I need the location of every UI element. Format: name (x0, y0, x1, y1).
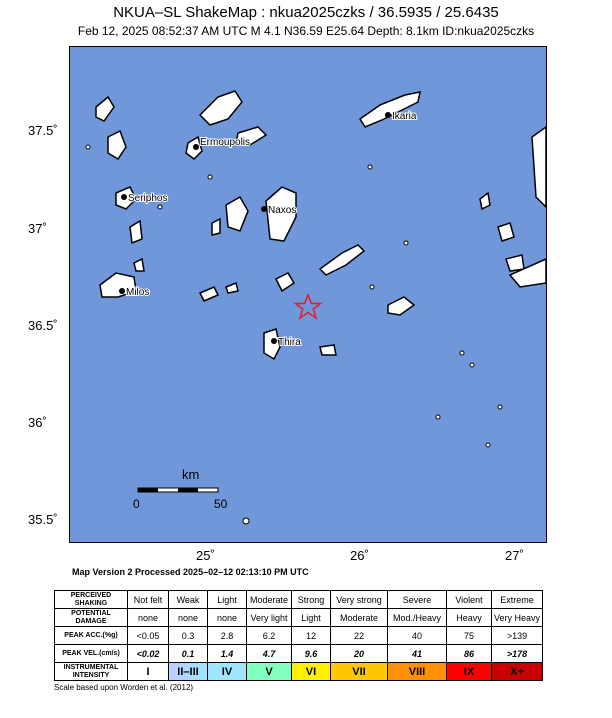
island-kalymnos (506, 255, 524, 271)
intensity-cell: IV (208, 663, 247, 681)
island-east-coast (532, 127, 546, 207)
intensity-legend (54, 590, 543, 681)
island-map (70, 47, 546, 542)
scale-start: 0 (133, 497, 140, 511)
legend-cell: 86 (447, 645, 492, 663)
scale-end: 50 (214, 497, 228, 511)
city-milos: Milos (126, 287, 150, 298)
island-amorgos (320, 245, 364, 275)
island-kea (96, 97, 114, 121)
legend-cell: none (169, 609, 208, 627)
lon-tick: 26˚ (350, 548, 369, 563)
scale-note: Scale based upon Worden et al. (2012) (54, 683, 194, 692)
legend-cell: Weak (169, 591, 208, 609)
island-ios (276, 273, 294, 291)
legend-cell: 0.3 (169, 627, 208, 645)
city-seriphos: Seriphos (128, 193, 168, 204)
legend-cell: 20 (331, 645, 388, 663)
legend-cell: Heavy (447, 609, 492, 627)
scale-bar (133, 467, 228, 511)
legend-cell: none (128, 609, 169, 627)
scale-unit: km (182, 467, 200, 482)
legend-cell: Strong (292, 591, 331, 609)
intensity-cell: IX (447, 663, 492, 681)
legend-cell: Not felt (128, 591, 169, 609)
intensity-cell: II–III (169, 663, 208, 681)
island-astypalaia (388, 297, 414, 315)
legend-cell: 0.1 (169, 645, 208, 663)
legend-row-header: POTENTIAL DAMAGE (55, 609, 128, 627)
legend-cell: Very strong (331, 591, 388, 609)
legend-cell: none (208, 609, 247, 627)
city-ermoupolis: Ermoupolis (200, 137, 251, 148)
island-antiparos (212, 219, 220, 235)
legend-cell: 75 (447, 627, 492, 645)
legend-cell: 22 (331, 627, 388, 645)
intensity-cell: VII (331, 663, 388, 681)
version-line: Map Version 2 Processed 2025–02–12 02:13:10 PM UTC (72, 567, 309, 577)
legend-row-header: PERCEIVED SHAKING (55, 591, 128, 609)
island-sifnos (130, 221, 142, 243)
legend-cell: Moderate (247, 591, 292, 609)
island-folegandros (200, 287, 218, 301)
city-ikaria: Ikaria (392, 111, 417, 122)
legend-cell: Very light (247, 609, 292, 627)
island-paros (226, 197, 248, 231)
intensity-cell: VIII (388, 663, 447, 681)
island-patmos (480, 193, 490, 209)
legend-cell: 40 (388, 627, 447, 645)
legend-cell: <0.05 (128, 627, 169, 645)
legend-cell: 12 (292, 627, 331, 645)
legend-cell: Violent (447, 591, 492, 609)
event-info: Feb 12, 2025 08:52:37 AM UTC M 4.1 N36.59 E25.64 Depth: 8.1km ID:nkua2025czks (77, 24, 535, 38)
legend-cell: Extreme (492, 591, 543, 609)
shakemap-area (69, 46, 547, 543)
legend-cell: >178 (492, 645, 543, 663)
map-title: NKUA–SL ShakeMap : nkua2025czks / 36.5935 / 25.6435 (113, 4, 499, 21)
legend-row-header: PEAK VEL.(cm/s) (55, 645, 128, 663)
island-anafi (320, 345, 336, 355)
legend-row-header: PEAK ACC.(%g) (55, 627, 128, 645)
star-icon (296, 295, 321, 318)
legend-cell: Moderate (331, 609, 388, 627)
island-sikinos (226, 283, 238, 293)
legend-cell: Light (292, 609, 331, 627)
lat-tick: 36˚ (28, 415, 47, 430)
city-markers (119, 112, 391, 344)
island-leros (498, 223, 514, 241)
legend-cell: 1.4 (208, 645, 247, 663)
intensity-cell: VI (292, 663, 331, 681)
island-kimolos (134, 259, 144, 271)
legend-cell: 9.6 (292, 645, 331, 663)
lon-tick: 25˚ (196, 548, 215, 563)
legend-cell: 41 (388, 645, 447, 663)
island-andros (200, 91, 242, 125)
legend-cell: Severe (388, 591, 447, 609)
legend-row-header: INSTRUMENTAL INTENSITY (55, 663, 128, 681)
intensity-cell: I (128, 663, 169, 681)
legend-cell: Very Heavy (492, 609, 543, 627)
legend-cell: 6.2 (247, 627, 292, 645)
intensity-cell: X+ (492, 663, 543, 681)
city-naxos: Naxos (268, 205, 297, 216)
lon-tick: 27˚ (505, 548, 524, 563)
legend-cell: 2.8 (208, 627, 247, 645)
legend-cell: >139 (492, 627, 543, 645)
island-kythnos (108, 131, 126, 159)
legend-cell: <0.02 (128, 645, 169, 663)
legend-cell: 4.7 (247, 645, 292, 663)
lat-tick: 36.5˚ (28, 318, 58, 333)
city-thira: Thira (278, 337, 301, 348)
lat-tick: 35.5˚ (28, 512, 58, 527)
lat-tick: 37˚ (28, 221, 47, 236)
legend-cell: Mod./Heavy (388, 609, 447, 627)
lat-tick: 37.5˚ (28, 123, 58, 138)
legend-cell: Light (208, 591, 247, 609)
intensity-cell: V (247, 663, 292, 681)
